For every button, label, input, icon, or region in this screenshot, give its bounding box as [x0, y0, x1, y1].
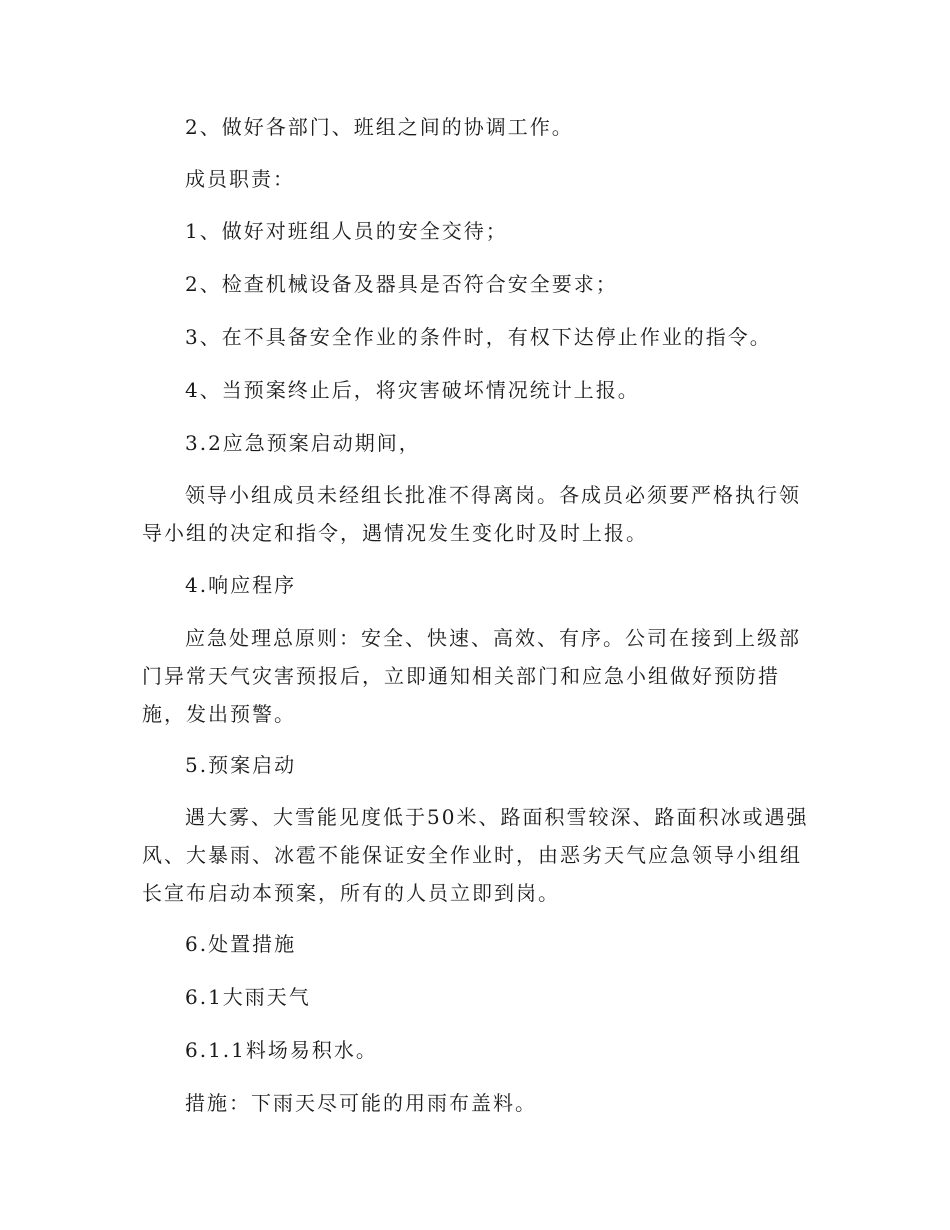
paragraph-leader-group: 领导小组成员未经组长批准不得离岗。各成员必须要严格执行领导小组的决定和指令，遇情况发生变化时及时上报。 [142, 483, 801, 545]
paragraph-duty-1: 1、做好对班组人员的安全交待； [185, 219, 508, 243]
paragraph-emergency-principles: 应急处理总原则：安全、快速、高效、有序。公司在接到上级部门异常天气灾害预报后，立即通知相关部门和应急小组做好预防措施，发出预警。 [142, 626, 801, 726]
heading-member-duties: 成员职责： [185, 167, 295, 191]
paragraph-duty-4: 4、当预案终止后，将灾害破坏情况统计上报。 [185, 378, 640, 402]
paragraph-duty-3: 3、在不具备安全作业的条件时，有权下达停止作业的指令。 [185, 325, 772, 349]
paragraph-measures: 措施：下雨天尽可能的用雨布盖料。 [185, 1091, 537, 1115]
paragraph-coordination: 2、做好各部门、班组之间的协调工作。 [185, 115, 574, 139]
paragraph-activation-conditions: 遇大雾、大雪能见度低于50米、路面积雪较深、路面积冰或遇强风、大暴雨、冰雹不能保证安全作业时，由恶劣天气应急领导小组组长宣布启动本预案，所有的人员立即到岗。 [142, 805, 809, 905]
heading-response-procedure: 4.响应程序 [185, 573, 297, 597]
paragraph-duty-2: 2、检查机械设备及器具是否符合安全要求； [185, 272, 618, 296]
heading-3-2: 3.2应急预案启动期间， [185, 431, 421, 455]
heading-plan-activation: 5.预案启动 [185, 753, 297, 777]
heading-6-1: 6.1大雨天气 [185, 985, 311, 1009]
heading-disposal-measures: 6.处置措施 [185, 932, 297, 956]
heading-6-1-1: 6.1.1料场易积水。 [185, 1038, 378, 1062]
